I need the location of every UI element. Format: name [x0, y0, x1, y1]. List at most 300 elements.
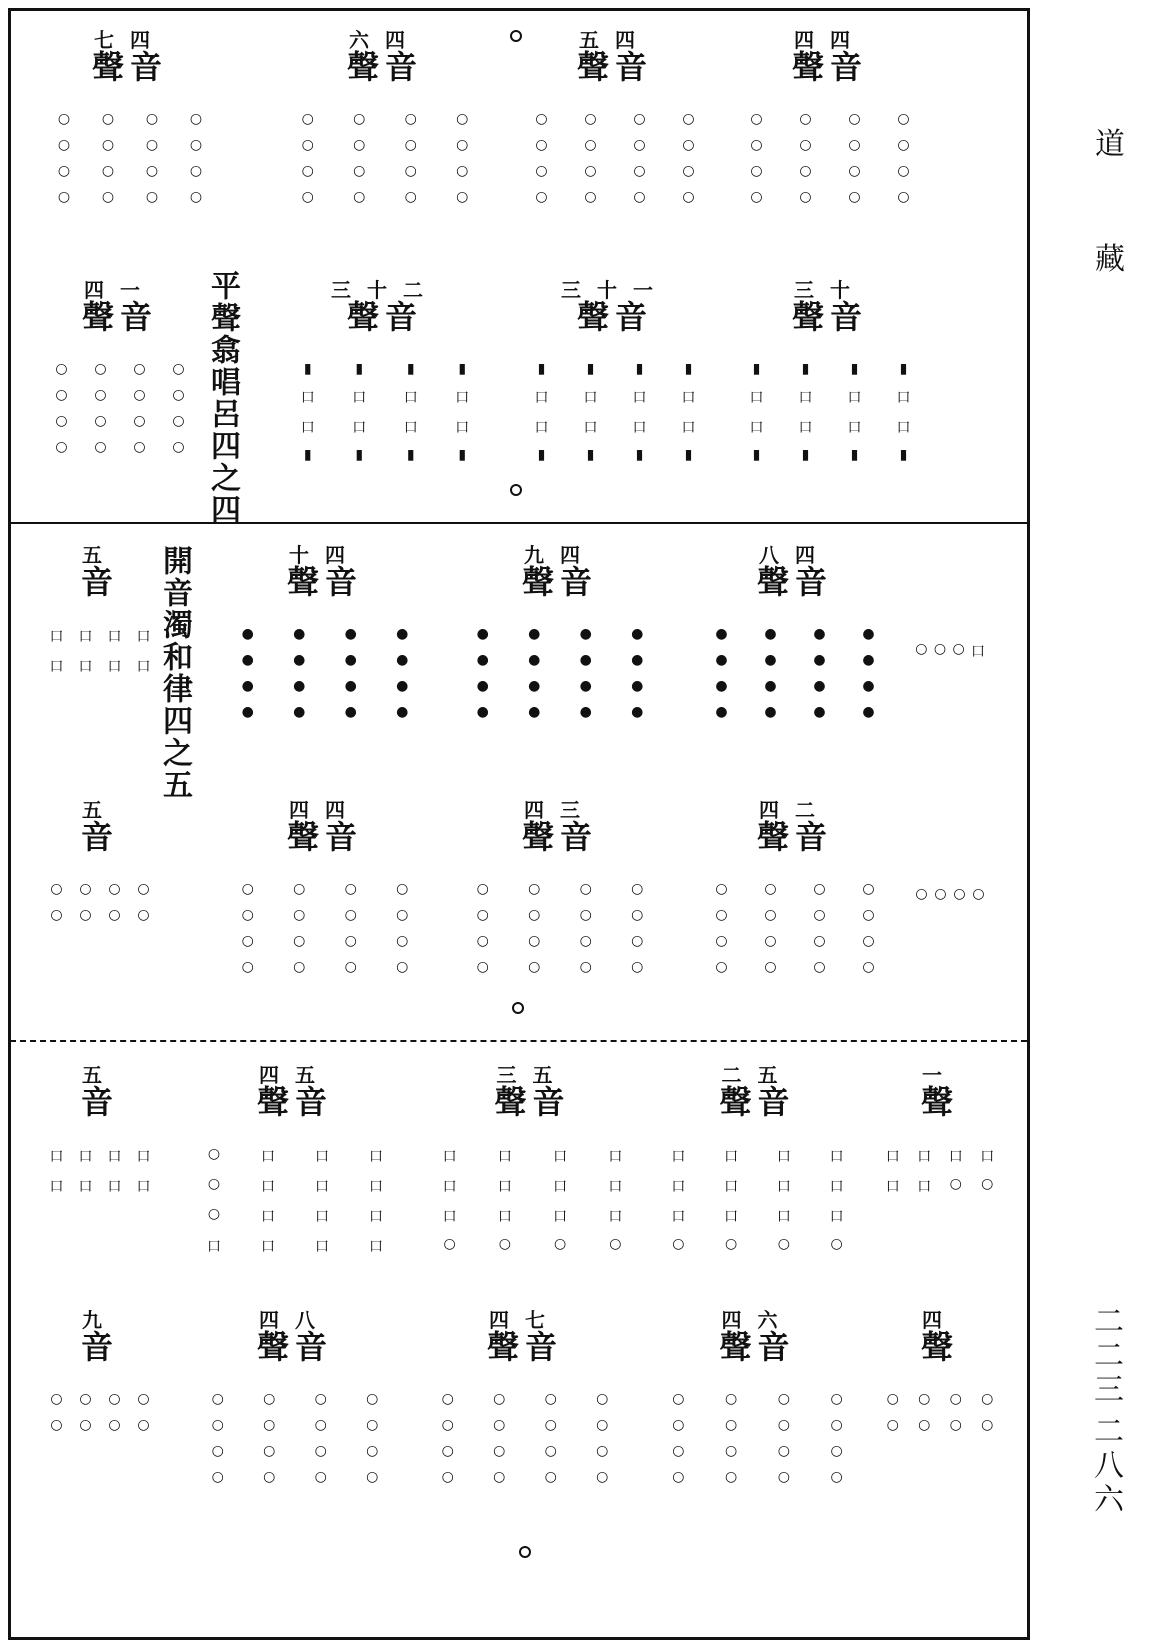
s3-block-3-header: [655, 1065, 860, 1120]
grid-cell: ○: [366, 1390, 379, 1407]
grid-cell: ○: [682, 188, 695, 205]
grid-cell: ○: [848, 162, 861, 179]
s2-block-6-header-small: 四四: [289, 798, 361, 822]
grid-cell: ●: [862, 703, 875, 720]
grid-cell: ●: [528, 677, 541, 694]
grid-cell: ○: [293, 880, 306, 897]
grid-cell: ▮: [684, 360, 693, 377]
grid-cell: ○: [108, 906, 121, 923]
grid-cell: 口: [847, 389, 862, 406]
grid-cell: ○: [862, 880, 875, 897]
grid-cell: ○: [633, 188, 646, 205]
grid-cell: ○: [301, 188, 314, 205]
grid-cell: ○: [50, 906, 63, 923]
s1-block-2-header-big: 聲音: [576, 48, 653, 86]
grid-cell: ○: [750, 136, 763, 153]
grid-cell: ○: [476, 880, 489, 897]
grid-cell: ○: [94, 412, 107, 429]
s1-block-7-header-big: 聲音: [791, 298, 868, 336]
s3-block-2-grid: [425, 1146, 640, 1252]
grid-cell: ●: [764, 703, 777, 720]
grid-cell: 口: [315, 1238, 329, 1255]
grid-cell: ○: [344, 906, 357, 923]
s3-block-6: [195, 1310, 395, 1485]
s1-block-6-header: [520, 280, 710, 335]
grid-cell: ○: [301, 162, 314, 179]
grid-cell: ○: [682, 110, 695, 127]
grid-cell: 口: [847, 419, 862, 436]
grid-cell: ○: [404, 110, 417, 127]
grid-cell: ○: [830, 1416, 843, 1433]
grid-cell: 口: [300, 389, 315, 406]
grid-cell: 口: [369, 1178, 383, 1195]
grid-cell: ○: [672, 1442, 685, 1459]
s3-block-6-header-small: 四八: [259, 1308, 331, 1332]
grid-cell: ○: [55, 412, 68, 429]
grid-cell: ○: [137, 880, 150, 897]
grid-cell: ○: [672, 1468, 685, 1485]
grid-cell: ○: [544, 1390, 557, 1407]
s2-block-2-header-big: 聲音: [521, 563, 598, 601]
grid-cell: ○: [293, 906, 306, 923]
s2-block-3-header-big: 聲音: [756, 563, 833, 601]
grid-cell: ○: [314, 1416, 327, 1433]
s2-block-8-header-small: 四二: [759, 798, 831, 822]
grid-cell: ○: [207, 1175, 221, 1192]
grid-cell: 口: [455, 419, 470, 436]
grid-cell: ○: [918, 1416, 931, 1433]
grid-cell: 口: [455, 389, 470, 406]
page-volume-number: 二二三: [1088, 1305, 1123, 1407]
s1-block-0-grid: [45, 111, 215, 205]
grid-cell: ○: [631, 958, 644, 975]
grid-cell: ○: [528, 906, 541, 923]
s1-block-5-header-big: 聲音: [346, 298, 423, 336]
grid-cell: ○: [799, 110, 812, 127]
grid-cell: ○: [584, 136, 597, 153]
grid-cell: ●: [862, 677, 875, 694]
s3-block-6-grid: [195, 1391, 395, 1485]
grid-cell: ▮: [458, 446, 467, 463]
s1-block-2-header: [520, 30, 710, 85]
s2-block-3-grid: [700, 626, 890, 720]
s2-block-7: [460, 800, 660, 975]
grid-cell: ○: [57, 188, 71, 205]
s1-block-1-header-big: 聲音: [346, 48, 423, 86]
grid-cell: ○: [189, 110, 203, 127]
grid-cell: ○: [918, 1390, 931, 1407]
grid-cell: ●: [241, 677, 254, 694]
grid-cell: 口: [671, 1208, 686, 1225]
s3-block-8: [655, 1310, 860, 1485]
grid-cell: ○: [777, 1442, 790, 1459]
grid-cell: ○: [189, 188, 203, 205]
grid-cell: ●: [241, 651, 254, 668]
s1-block-5: [285, 280, 485, 463]
grid-cell: ○: [633, 162, 646, 179]
grid-cell: ○: [886, 1390, 899, 1407]
grid-cell: 口: [49, 658, 64, 675]
grid-cell: 口: [207, 1238, 221, 1255]
s1-block-1-grid: [285, 111, 485, 205]
grid-cell: 口: [403, 389, 418, 406]
s2-block-2-grid: [460, 626, 660, 720]
grid-cell: ○: [848, 136, 861, 153]
grid-cell: ○: [263, 1416, 276, 1433]
grid-cell: ○: [584, 188, 597, 205]
grid-cell: ●: [344, 625, 357, 642]
s2-block-2-header: [460, 545, 660, 600]
s3-block-7: [425, 1310, 625, 1485]
grid-cell: ●: [476, 677, 489, 694]
grid-cell: 口: [885, 1148, 900, 1165]
s2-block-1: [225, 545, 425, 720]
grid-cell: ▮: [406, 360, 415, 377]
grid-cell: ▮: [801, 360, 810, 377]
section-divider-1: [10, 522, 1027, 524]
grid-cell: ○: [133, 438, 146, 455]
grid-cell: ○: [725, 1390, 738, 1407]
grid-cell: ○: [101, 110, 115, 127]
grid-cell: ○: [830, 1390, 843, 1407]
grid-cell: ▮: [635, 446, 644, 463]
grid-cell: ○: [57, 136, 71, 153]
s3-block-3-grid: [655, 1146, 860, 1252]
grid-cell: ○: [528, 932, 541, 949]
grid-cell: ●: [715, 625, 728, 642]
grid-cell: ○: [344, 880, 357, 897]
grid-cell: ○: [133, 386, 146, 403]
grid-cell: 口: [671, 1148, 686, 1165]
s2-block-8-header-big: 聲音: [756, 818, 833, 856]
grid-cell: ○: [404, 188, 417, 205]
s1-block-1-header-small: 六四: [349, 28, 421, 52]
grid-cell: ●: [528, 651, 541, 668]
s1-block-6-grid: [520, 361, 710, 463]
s3-block-7-header-big: 聲音: [486, 1328, 563, 1366]
s1-block-2-header-small: 五四: [579, 28, 651, 52]
grid-cell: 口: [776, 1208, 791, 1225]
grid-cell: 口: [829, 1208, 844, 1225]
s2-block-1-header-small: 十四: [289, 543, 361, 567]
grid-cell: ○: [263, 1468, 276, 1485]
grid-cell: ○: [79, 880, 92, 897]
s1-block-0-header-big: 聲音: [91, 48, 168, 86]
grid-cell: ○: [682, 136, 695, 153]
grid-cell: 口: [78, 1148, 93, 1165]
grid-cell: 口: [107, 628, 122, 645]
s1-block-6-header-big: 聲音: [576, 298, 653, 336]
grid-cell: 口: [497, 1208, 512, 1225]
grid-cell: ○: [799, 136, 812, 153]
grid-cell: ●: [528, 703, 541, 720]
grid-cell: ●: [764, 651, 777, 668]
grid-cell: 口: [724, 1208, 739, 1225]
s1-block-4-grid: [45, 361, 195, 455]
grid-cell: ○: [101, 136, 115, 153]
grid-cell: ●: [631, 703, 644, 720]
grid-cell: ○: [609, 1235, 622, 1252]
grid-cell: ●: [813, 703, 826, 720]
grid-cell: ○: [145, 162, 159, 179]
s3-block-4-header-big: 聲: [920, 1083, 959, 1121]
grid-cell: 口: [608, 1208, 623, 1225]
grid-cell: ●: [344, 703, 357, 720]
s3-block-0-header: [45, 1065, 155, 1120]
grid-cell: ○: [441, 1390, 454, 1407]
section2-title: 開音濁和律四之五: [157, 545, 192, 801]
grid-cell: ▮: [355, 446, 364, 463]
grid-cell: ●: [631, 651, 644, 668]
s1-block-4-header-small: 四一: [84, 278, 156, 302]
grid-cell: 口: [534, 389, 549, 406]
grid-cell: ○: [404, 136, 417, 153]
grid-cell: ○: [94, 360, 107, 377]
s1-block-0-header-small: 七四: [94, 28, 166, 52]
grid-cell: ○: [777, 1390, 790, 1407]
s3-block-3-header-big: 聲音: [719, 1083, 796, 1121]
s3-block-1-header: [190, 1065, 400, 1120]
grid-cell: ○: [544, 1468, 557, 1485]
grid-cell: ●: [396, 625, 409, 642]
s3-block-7-header: [425, 1310, 625, 1365]
grid-cell: ●: [241, 625, 254, 642]
grid-cell: ○: [263, 1390, 276, 1407]
s3-block-8-grid: [655, 1391, 860, 1485]
grid-cell: ○: [211, 1468, 224, 1485]
s2-block-6-header: [225, 800, 425, 855]
s3-block-9-header-small: 四: [922, 1308, 958, 1332]
s3-block-1: [190, 1065, 400, 1256]
s2-block-5-header-big: 音: [80, 818, 119, 856]
grid-cell: ○: [211, 1442, 224, 1459]
grid-cell: ○: [528, 958, 541, 975]
grid-cell: ○: [396, 958, 409, 975]
grid-cell: ○: [493, 1468, 506, 1485]
grid-cell: ○: [750, 110, 763, 127]
grid-cell: ○: [725, 1416, 738, 1433]
grid-cell: ○: [579, 906, 592, 923]
s1-block-7-header-small: 三十: [794, 278, 866, 302]
grid-cell: ○: [897, 162, 910, 179]
grid-cell: ○: [108, 1416, 121, 1433]
grid-cell: ●: [579, 703, 592, 720]
grid-cell: ●: [862, 651, 875, 668]
grid-cell: 口: [315, 1178, 329, 1195]
grid-cell: ○: [396, 932, 409, 949]
grid-cell: ○: [672, 1235, 685, 1252]
grid-cell: ○: [293, 932, 306, 949]
grid-cell: ●: [293, 625, 306, 642]
grid-cell: ○: [456, 162, 469, 179]
grid-cell: ▮: [537, 360, 546, 377]
grid-cell: 口: [917, 1148, 932, 1165]
grid-cell: ○: [949, 1175, 962, 1192]
grid-cell: ○: [535, 136, 548, 153]
grid-cell: ○: [764, 932, 777, 949]
grid-cell: ○: [314, 1390, 327, 1407]
grid-cell: ○: [813, 906, 826, 923]
grid-cell: ○: [981, 1175, 994, 1192]
s3-block-4-header: [880, 1065, 1000, 1120]
grid-cell: ○: [725, 1442, 738, 1459]
grid-cell: ▮: [537, 446, 546, 463]
s2-block-1-header: [225, 545, 425, 600]
grid-cell: ▮: [303, 360, 312, 377]
grid-cell: 口: [315, 1208, 329, 1225]
grid-cell: ○: [830, 1468, 843, 1485]
grid-cell: ○: [498, 1235, 511, 1252]
grid-cell: ○: [189, 136, 203, 153]
grid-cell: ○: [777, 1416, 790, 1433]
grid-cell: 口: [681, 419, 696, 436]
s1-block-7-grid: [735, 361, 925, 463]
grid-cell: 口: [369, 1238, 383, 1255]
grid-cell: ○: [631, 932, 644, 949]
grid-cell: ○: [862, 906, 875, 923]
grid-cell: ○: [544, 1416, 557, 1433]
grid-cell: ○: [189, 162, 203, 179]
grid-cell: ●: [396, 651, 409, 668]
grid-cell: 口: [442, 1208, 457, 1225]
s2-block-8: [700, 800, 890, 975]
grid-cell: ○: [404, 162, 417, 179]
grid-cell: ●: [344, 677, 357, 694]
grid-cell: ○: [94, 386, 107, 403]
s3-block-8-header: [655, 1310, 860, 1365]
grid-cell: ○: [493, 1442, 506, 1459]
grid-cell: 口: [497, 1178, 512, 1195]
grid-cell: ○: [211, 1416, 224, 1433]
grid-cell: 口: [136, 1178, 151, 1195]
s3-block-1-grid: [190, 1146, 400, 1256]
s1-block-1-header: [285, 30, 485, 85]
grid-cell: 口: [136, 628, 151, 645]
grid-cell: ○: [764, 958, 777, 975]
grid-cell: ○: [172, 360, 185, 377]
s3-block-1-header-small: 四五: [259, 1063, 331, 1087]
s2-block-5-header: [45, 800, 155, 855]
grid-cell: ○: [314, 1468, 327, 1485]
s2-block-7-header: [460, 800, 660, 855]
grid-cell: ●: [764, 677, 777, 694]
s3-block-3-header-small: 二五: [721, 1063, 794, 1087]
grid-cell: 口: [632, 419, 647, 436]
grid-cell: ●: [579, 625, 592, 642]
grid-cell: ○: [813, 958, 826, 975]
s1-block-2-grid: [520, 111, 710, 205]
grid-cell: ●: [293, 651, 306, 668]
grid-cell: 口: [442, 1178, 457, 1195]
s1-block-3-header-small: 四四: [794, 28, 866, 52]
grid-cell: 口: [49, 628, 64, 645]
s2-block-9-grid: [915, 886, 985, 902]
s2-block-8-grid: [700, 881, 890, 975]
grid-cell: ●: [813, 651, 826, 668]
grid-cell: 口: [78, 658, 93, 675]
grid-cell: ○: [830, 1442, 843, 1459]
grid-cell: ○: [441, 1468, 454, 1485]
grid-cell: 口: [78, 628, 93, 645]
grid-cell: ○: [596, 1416, 609, 1433]
grid-cell: ○: [764, 880, 777, 897]
s3-block-2-header-small: 三五: [496, 1063, 569, 1087]
grid-cell: ○: [344, 932, 357, 949]
grid-cell: 口: [681, 389, 696, 406]
grid-cell: 口: [261, 1178, 275, 1195]
grid-cell: ○: [241, 880, 254, 897]
grid-cell: ▮: [850, 446, 859, 463]
grid-cell: ○: [813, 932, 826, 949]
grid-cell: ○: [172, 386, 185, 403]
grid-cell: ○: [579, 958, 592, 975]
grid-cell: ●: [293, 677, 306, 694]
s2-block-2: [460, 545, 660, 720]
s2-block-3: [700, 545, 890, 720]
s1-block-3: [735, 30, 925, 205]
s3-block-4: [880, 1065, 1000, 1196]
grid-cell: ○: [631, 880, 644, 897]
grid-cell: 口: [583, 419, 598, 436]
grid-cell: ○: [596, 1468, 609, 1485]
grid-cell: ○: [596, 1442, 609, 1459]
grid-cell: ●: [396, 677, 409, 694]
s1-block-5-header-small: 三十二: [331, 278, 439, 302]
grid-cell: ○: [101, 188, 115, 205]
grid-cell: ○: [493, 1416, 506, 1433]
grid-cell: ○: [241, 958, 254, 975]
grid-cell: ○: [981, 1390, 994, 1407]
grid-cell: ▮: [458, 360, 467, 377]
grid-cell: ○: [476, 932, 489, 949]
grid-cell: ○: [584, 110, 597, 127]
grid-cell: ○: [813, 880, 826, 897]
s2-block-6: [225, 800, 425, 975]
grid-cell: 口: [896, 389, 911, 406]
grid-cell: ○: [476, 906, 489, 923]
grid-cell: ●: [344, 651, 357, 668]
s1-block-0: [45, 30, 215, 205]
grid-cell: ○: [584, 162, 597, 179]
grid-cell: ○: [596, 1390, 609, 1407]
grid-cell: ○: [57, 110, 71, 127]
s1-block-6-header-small: 三十一: [561, 278, 669, 302]
s3-block-8-header-small: 四六: [721, 1308, 794, 1332]
grid-cell: ○: [137, 1416, 150, 1433]
grid-cell: ○: [949, 1390, 962, 1407]
grid-cell: ○: [133, 412, 146, 429]
grid-cell: ○: [137, 1390, 150, 1407]
grid-cell: ▮: [586, 360, 595, 377]
grid-cell: ○: [750, 188, 763, 205]
grid-cell: ○: [476, 958, 489, 975]
grid-cell: ○: [715, 932, 728, 949]
s3-block-6-header-big: 聲音: [256, 1328, 333, 1366]
s2-block-7-header-small: 四三: [524, 798, 596, 822]
grid-cell: ●: [813, 677, 826, 694]
grid-cell: ▮: [406, 446, 415, 463]
s2-block-0-grid: [45, 626, 155, 676]
s3-block-9-header: [880, 1310, 1000, 1365]
grid-cell: 口: [971, 644, 985, 660]
grid-cell: ●: [579, 651, 592, 668]
grid-cell: 口: [553, 1148, 568, 1165]
grid-cell: ●: [862, 625, 875, 642]
grid-cell: ○: [848, 188, 861, 205]
grid-cell: ○: [293, 958, 306, 975]
grid-cell: ○: [79, 906, 92, 923]
s2-block-9: [915, 860, 985, 902]
